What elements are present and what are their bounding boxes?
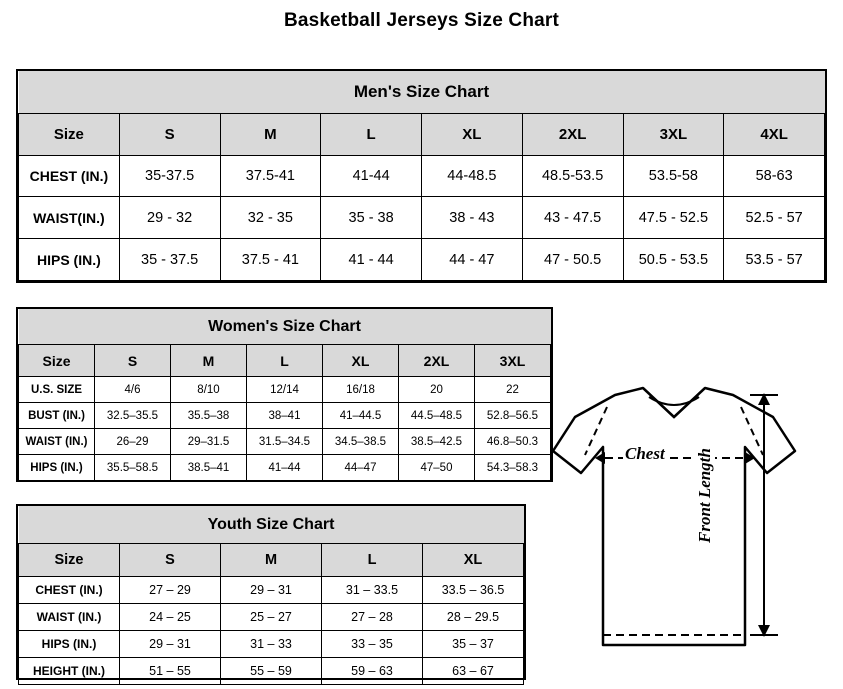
womens-bust-l: 38–41: [247, 403, 323, 429]
womens-waist-m: 29–31.5: [171, 429, 247, 455]
youth-header-xl: XL: [423, 544, 524, 577]
womens-header-xl: XL: [323, 345, 399, 377]
youth-header-m: M: [221, 544, 322, 577]
mens-hips-3xl: 50.5 - 53.5: [623, 239, 724, 281]
mens-size-table: [18, 71, 825, 281]
womens-bust-m: 35.5–38: [171, 403, 247, 429]
womens-ussize-s: 4/6: [95, 377, 171, 403]
mens-waist-l: 35 - 38: [321, 197, 422, 239]
mens-chest-s: 35-37.5: [119, 155, 220, 197]
table-row: [19, 455, 551, 481]
womens-ussize-l: 12/14: [247, 377, 323, 403]
womens-waist-l: 31.5–34.5: [247, 429, 323, 455]
mens-chest-m: 37.5-41: [220, 155, 321, 197]
youth-row-label-chest: CHEST (IN.): [19, 577, 120, 604]
womens-bust-xl: 41–44.5: [323, 403, 399, 429]
youth-header-size: Size: [19, 544, 120, 577]
womens-header-3xl: 3XL: [475, 345, 551, 377]
table-row: [19, 658, 524, 685]
womens-row-label-waist: WAIST (IN.): [19, 429, 95, 455]
youth-row-label-waist: WAIST (IN.): [19, 604, 120, 631]
youth-size-chart: [16, 504, 526, 680]
mens-chart-caption: Men's Size Chart: [19, 71, 825, 113]
mens-row-label-hips: HIPS (IN.): [19, 239, 120, 281]
womens-row-label-hips: HIPS (IN.): [19, 455, 95, 481]
table-row: [19, 577, 524, 604]
womens-header-s: S: [95, 345, 171, 377]
chest-measure-label: Chest: [625, 444, 665, 463]
youth-waist-s: 24 – 25: [120, 604, 221, 631]
womens-header-l: L: [247, 345, 323, 377]
mens-header-l: L: [321, 113, 422, 155]
table-row: [19, 197, 825, 239]
youth-size-table: [18, 506, 524, 685]
youth-row-label-height: HEIGHT (IN.): [19, 658, 120, 685]
mens-hips-l: 41 - 44: [321, 239, 422, 281]
mens-header-xl: XL: [422, 113, 523, 155]
womens-header-2xl: 2XL: [399, 345, 475, 377]
womens-ussize-3xl: 22: [475, 377, 551, 403]
mens-header-m: M: [220, 113, 321, 155]
youth-height-m: 55 – 59: [221, 658, 322, 685]
mens-row-label-waist: WAIST(IN.): [19, 197, 120, 239]
mens-waist-3xl: 47.5 - 52.5: [623, 197, 724, 239]
womens-hips-s: 35.5–58.5: [95, 455, 171, 481]
womens-ussize-m: 8/10: [171, 377, 247, 403]
youth-waist-l: 27 – 28: [322, 604, 423, 631]
mens-hips-m: 37.5 - 41: [220, 239, 321, 281]
youth-hips-s: 29 – 31: [120, 631, 221, 658]
womens-hips-l: 41–44: [247, 455, 323, 481]
womens-hips-m: 38.5–41: [171, 455, 247, 481]
table-row: [19, 155, 825, 197]
womens-size-chart: [16, 307, 553, 482]
table-row: [19, 604, 524, 631]
womens-bust-3xl: 52.8–56.5: [475, 403, 551, 429]
womens-waist-3xl: 46.8–50.3: [475, 429, 551, 455]
youth-header-s: S: [120, 544, 221, 577]
womens-waist-2xl: 38.5–42.5: [399, 429, 475, 455]
table-row: [19, 377, 551, 403]
womens-row-label-bust: BUST (IN.): [19, 403, 95, 429]
youth-chest-m: 29 – 31: [221, 577, 322, 604]
womens-bust-2xl: 44.5–48.5: [399, 403, 475, 429]
youth-header-row: [19, 544, 524, 577]
mens-row-label-chest: CHEST (IN.): [19, 155, 120, 197]
womens-waist-xl: 34.5–38.5: [323, 429, 399, 455]
womens-size-table: [18, 309, 551, 481]
womens-hips-2xl: 47–50: [399, 455, 475, 481]
mens-header-3xl: 3XL: [623, 113, 724, 155]
youth-chest-l: 31 – 33.5: [322, 577, 423, 604]
youth-height-l: 59 – 63: [322, 658, 423, 685]
mens-hips-s: 35 - 37.5: [119, 239, 220, 281]
womens-chart-caption: Women's Size Chart: [19, 309, 551, 345]
youth-row-label-hips: HIPS (IN.): [19, 631, 120, 658]
womens-header-m: M: [171, 345, 247, 377]
youth-chart-caption: Youth Size Chart: [19, 506, 524, 544]
youth-height-s: 51 – 55: [120, 658, 221, 685]
youth-header-l: L: [322, 544, 423, 577]
mens-waist-2xl: 43 - 47.5: [522, 197, 623, 239]
mens-hips-4xl: 53.5 - 57: [724, 239, 825, 281]
womens-header-row: [19, 345, 551, 377]
womens-ussize-2xl: 20: [399, 377, 475, 403]
page-title: Basketball Jerseys Size Chart: [283, 10, 560, 31]
mens-size-chart: [16, 69, 827, 283]
youth-hips-m: 31 – 33: [221, 631, 322, 658]
mens-header-4xl: 4XL: [724, 113, 825, 155]
jersey-measurement-diagram: [545, 355, 837, 685]
youth-hips-xl: 35 – 37: [423, 631, 524, 658]
womens-header-size: Size: [19, 345, 95, 377]
jersey-outline-icon: [545, 355, 837, 685]
mens-header-2xl: 2XL: [522, 113, 623, 155]
mens-chest-2xl: 48.5-53.5: [522, 155, 623, 197]
mens-hips-xl: 44 - 47: [422, 239, 523, 281]
womens-hips-xl: 44–47: [323, 455, 399, 481]
youth-waist-xl: 28 – 29.5: [423, 604, 524, 631]
mens-chest-xl: 44-48.5: [422, 155, 523, 197]
mens-chest-3xl: 53.5-58: [623, 155, 724, 197]
mens-header-size: Size: [19, 113, 120, 155]
mens-chest-4xl: 58-63: [724, 155, 825, 197]
mens-header-row: [19, 113, 825, 155]
youth-chest-xl: 33.5 – 36.5: [423, 577, 524, 604]
womens-ussize-xl: 16/18: [323, 377, 399, 403]
womens-bust-s: 32.5–35.5: [95, 403, 171, 429]
youth-height-xl: 63 – 67: [423, 658, 524, 685]
mens-waist-xl: 38 - 43: [422, 197, 523, 239]
front-length-measure-label: Front Length: [695, 448, 714, 543]
womens-row-label-us-size: U.S. SIZE: [19, 377, 95, 403]
mens-chest-l: 41-44: [321, 155, 422, 197]
table-row: [19, 429, 551, 455]
womens-hips-3xl: 54.3–58.3: [475, 455, 551, 481]
youth-chest-s: 27 – 29: [120, 577, 221, 604]
mens-waist-4xl: 52.5 - 57: [724, 197, 825, 239]
mens-waist-m: 32 - 35: [220, 197, 321, 239]
youth-waist-m: 25 – 27: [221, 604, 322, 631]
youth-hips-l: 33 – 35: [322, 631, 423, 658]
table-row: [19, 631, 524, 658]
table-row: [19, 403, 551, 429]
mens-hips-2xl: 47 - 50.5: [522, 239, 623, 281]
mens-header-s: S: [119, 113, 220, 155]
mens-waist-s: 29 - 32: [119, 197, 220, 239]
womens-waist-s: 26–29: [95, 429, 171, 455]
table-row: [19, 239, 825, 281]
